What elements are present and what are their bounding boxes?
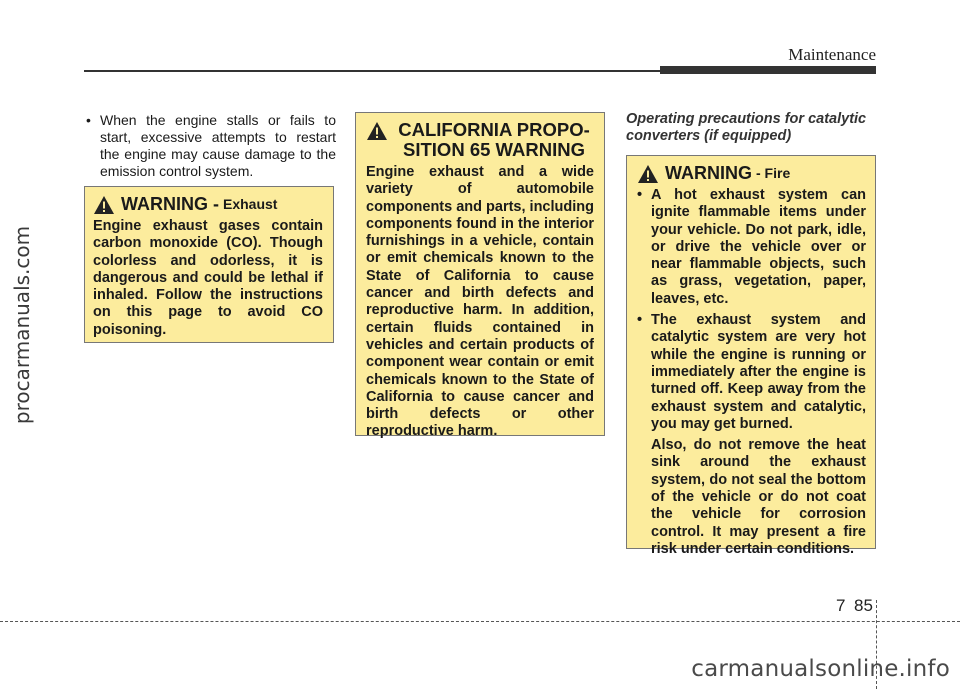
warning-exhaust-header: [93, 195, 323, 215]
warning-fire-header: [637, 164, 866, 184]
warning-prop65-box: [355, 112, 605, 440]
page-header-title: Maintenance: [788, 45, 876, 64]
list-item: [637, 187, 866, 308]
warning-prop65-body: Engine exhaust and a wide variety of automobile components and parts, including components found in the interior furnishings in a vehicle, contain or emit chemicals known to the State of California to cause cancer and birth defects and reproductive harm. In addition, certain fluids contained in vehicles and certain products of component wear contain or emit chemicals known to the State of California to cause cancer and birth defects or other reproductive harm.: [366, 164, 594, 440]
warning-prop65-header: [366, 120, 594, 160]
bullet-dot: •: [637, 187, 643, 203]
warning-fire-list: [637, 187, 866, 433]
side-watermark: [4, 175, 40, 475]
warning-fire-bullet-1: A hot exhaust system can ignite flammable items under your vehicle. Do not park, idle, or drive the vehicle over or near flammable objects, such as grass, vegetation, paper, leaves, etc.: [651, 187, 866, 307]
bullet-dot: •: [86, 112, 91, 128]
bullet-dot: •: [637, 312, 643, 329]
list-item: [637, 312, 866, 433]
page-number-value: 85: [854, 596, 873, 615]
warning-exhaust-box: [84, 186, 334, 343]
warning-fire-bullet-2: The exhaust system and catalytic system are very hot while the engine is running or immediately after the engine is turned off. Keep away from the exhaust system and catalytic, you may get burned.: [651, 312, 866, 432]
warning-exhaust-subtitle: Exhaust: [223, 196, 278, 213]
warning-prop65-title: CALIFORNIA PROPO-SITION 65 WARNING: [398, 119, 590, 160]
bottom-watermark: carmanualsonline.info: [691, 656, 950, 682]
section-heading: Operating precautions for catalytic converters (if equipped): [626, 111, 867, 144]
warning-triangle-icon: [93, 195, 115, 215]
warning-fire-extra: Also, do not remove the heat sink around the exhaust system, do not seal the bottom of the vehicle or do not coat the vehicle for corrosion control. It may present a fire risk under certain conditions.: [651, 437, 866, 557]
chapter-number: 7: [836, 596, 846, 615]
warning-fire-subtitle: - Fire: [756, 165, 791, 182]
side-watermark-text: procarmanuals.com: [10, 225, 34, 425]
header-rule: [84, 70, 660, 72]
engine-stall-text: When the engine stalls or fails to start, excessive attempts to restart the engine may cause damage to the emission control system.: [100, 112, 336, 179]
warning-fire-box: [626, 155, 876, 557]
warning-triangle-icon: [637, 164, 659, 184]
warning-exhaust-body: Engine exhaust gases contain carbon monoxide (CO). Though colorless and odorless, it is dangerous and could be lethal if inhaled. Follow the instructions on this page to avoid CO poisoning.: [93, 218, 323, 338]
footer-rule: [0, 621, 960, 622]
warning-triangle-icon: [366, 121, 388, 141]
engine-stall-note: [84, 112, 336, 180]
header-tab-bar: [660, 66, 876, 74]
warning-exhaust-title: WARNING -: [121, 194, 219, 215]
warning-fire-title: WARNING: [665, 163, 752, 184]
